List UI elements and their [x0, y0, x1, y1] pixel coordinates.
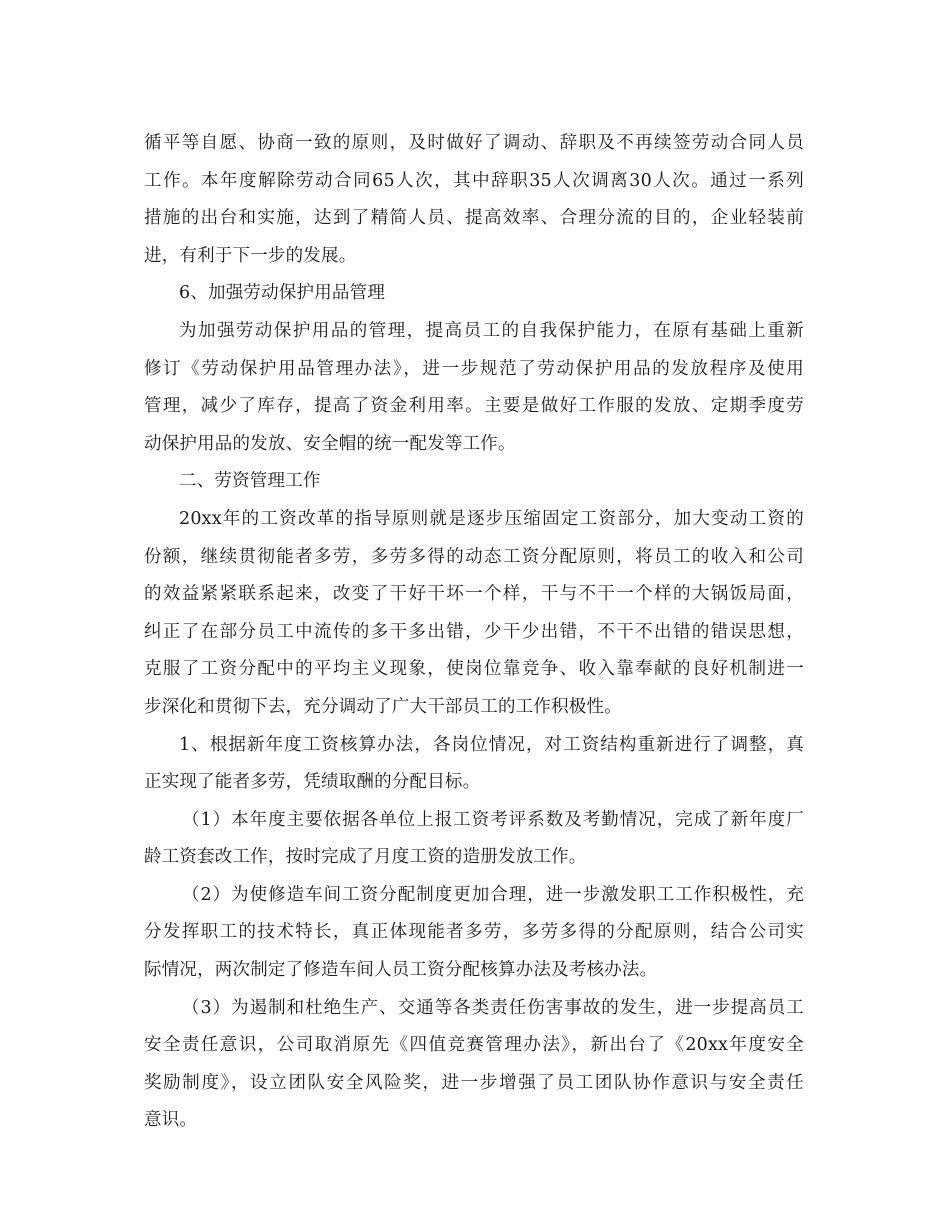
text-line: （1）本年度主要依据各单位上报工资考评系数及考勤情况，完成了新年度厂 [182, 809, 804, 830]
paragraph-wage-reform [144, 501, 804, 727]
text-line: 龄工资套改工作，按时完成了月度工资的造册发放工作。 [144, 847, 587, 868]
text-line: 克服了工资分配中的平均主义现象，使岗位靠竞争、收入靠奉献的良好机制进一 [144, 659, 804, 680]
text-line: 进，有利于下一步的发展。 [144, 245, 357, 266]
text-line: 1、根据新年度工资核算办法，各岗位情况，对工资结构重新进行了调整，真 [179, 734, 804, 755]
section-heading-labor [144, 463, 804, 501]
text-line: 意识。 [144, 1110, 198, 1131]
paragraph-subitem-1 [144, 802, 804, 877]
text-line: 为加强劳动保护用品的管理，提高员工的自我保护能力，在原有基础上重新 [179, 320, 804, 341]
text-line: 步深化和贯彻下去，充分调动了广大干部员工的工作积极性。 [144, 696, 622, 717]
paragraph-subitem-3 [144, 990, 804, 1140]
section-heading-6 [144, 275, 804, 313]
document-body [144, 125, 804, 1140]
text-line: 的效益紧紧联系起来，改变了干好干坏一个样，干与不干一个样的大锅饭局面， [144, 584, 804, 605]
text-line: 份额，继续贯彻能者多劳，多劳多得的动态工资分配原则，将员工的收入和公司 [144, 546, 804, 567]
text-line: 20xx年的工资改革的指导原则就是逐步压缩固定工资部分，加大变动工资的 [179, 508, 804, 529]
text-line: 安全责任意识，公司取消原先《四值竞赛管理办法》，新出台了《20xx年度安全 [144, 1035, 804, 1056]
paragraph-protective-equipment [144, 313, 804, 463]
text-line: 奖励制度》，设立团队安全风险奖，进一步增强了员工团队协作意识与安全责任 [144, 1072, 804, 1093]
text-line: 修订《劳动保护用品管理办法》，进一步规范了劳动保护用品的发放程序及使用 [144, 358, 804, 379]
heading-text: 二、劳资管理工作 [179, 471, 321, 492]
text-line: 分发挥职工的技术特长，真正体现能者多劳，多劳多得的分配原则，结合公司实 [144, 922, 804, 943]
heading-text: 6、加强劳动保护用品管理 [179, 283, 386, 304]
paragraph-subitem-2 [144, 877, 804, 990]
text-line: 动保护用品的发放、安全帽的统一配发等工作。 [144, 433, 516, 454]
text-line: 循平等自愿、协商一致的原则，及时做好了调动、辞职及不再续签劳动合同人员 [144, 133, 804, 153]
text-line: 措施的出台和实施，达到了精简人员、提高效率、合理分流的目的，企业轻装前 [144, 208, 804, 229]
text-line: （3）为遏制和杜绝生产、交通等各类责任伤害事故的发生，进一步提高员工 [182, 997, 804, 1018]
text-line: 正实现了能者多劳，凭绩取酬的分配目标。 [144, 772, 481, 793]
paragraph-item-1 [144, 727, 804, 802]
text-line: 纠正了在部分员工中流传的多干多出错，少干少出错，不干不出错的错误思想， [144, 621, 804, 642]
text-line: （2）为使修造车间工资分配制度更加合理，进一步激发职工工作积极性，充 [182, 884, 804, 905]
text-line: 工作。本年度解除劳动合同65人次，其中辞职35人次调离30人次。通过一系列 [144, 170, 804, 191]
text-line: 管理，减少了库存，提高了资金利用率。主要是做好工作服的发放、定期季度劳 [144, 396, 804, 417]
paragraph-continuation [144, 125, 804, 275]
text-line: 际情况，两次制定了修造车间人员工资分配核算办法及考核办法。 [144, 960, 658, 981]
